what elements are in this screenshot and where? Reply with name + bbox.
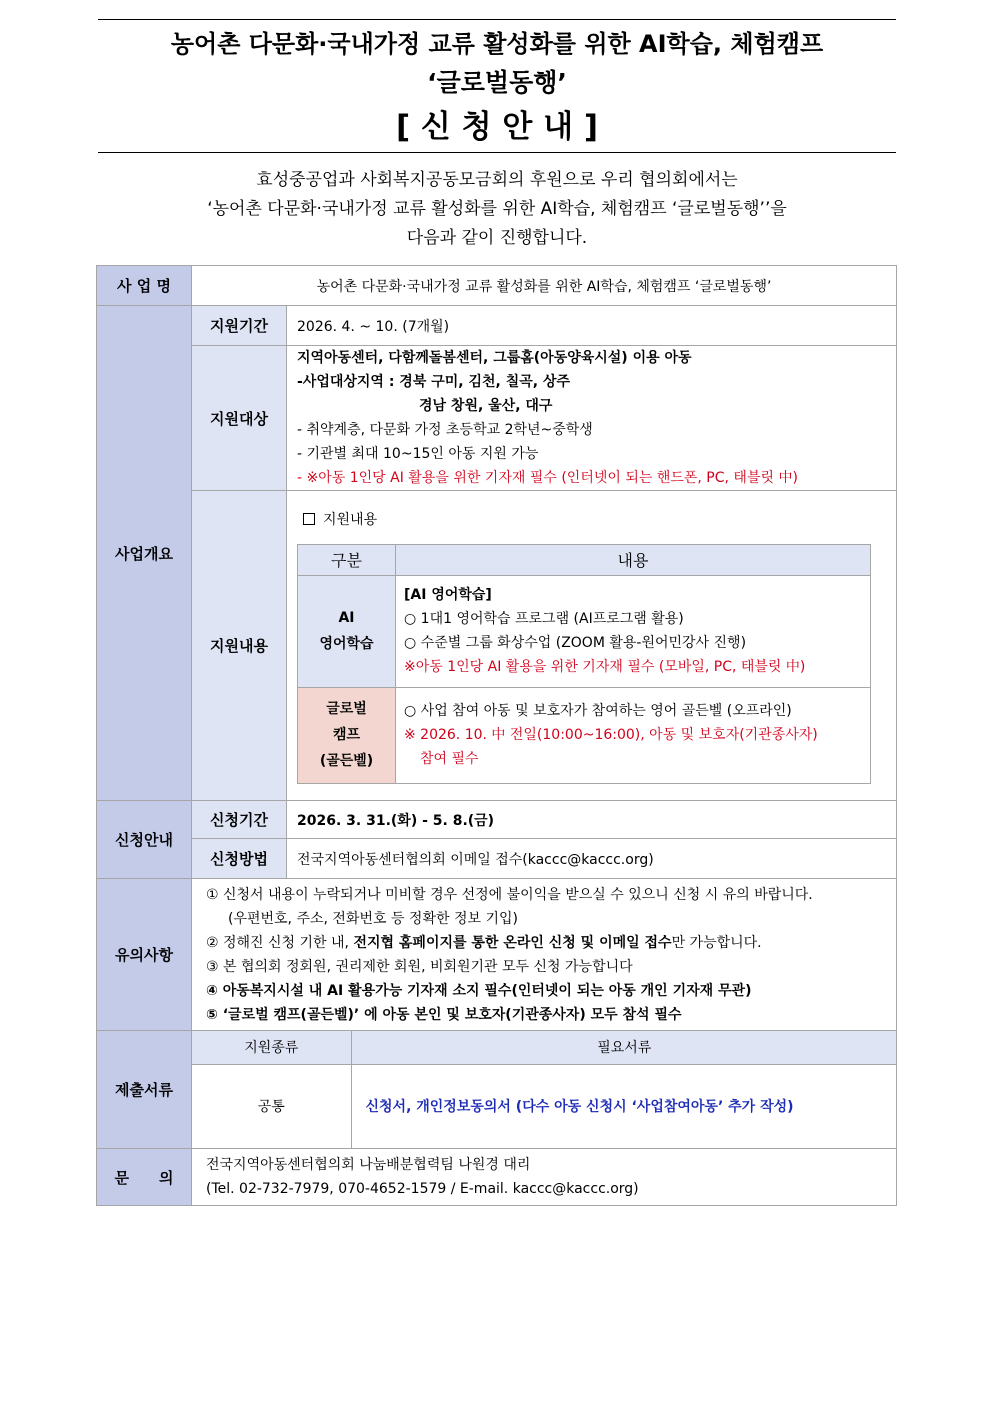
documents-row [97, 1031, 897, 1149]
target-region-line: 경남 창원, 울산, 대구 [419, 398, 553, 414]
target-region-line: -사업대상지역 : 경북 구미, 김천, 칠곡, 상주 [297, 374, 570, 390]
contact-row [97, 1149, 897, 1206]
note-text: 만 가능합니다. [671, 934, 762, 951]
note-item [206, 931, 886, 955]
contact-line: (Tel. 02-732-7979, 070-4652-1579 / E-mail. kaccc@kaccc.org) [206, 1181, 639, 1197]
application-period-label: 신청기간 [192, 801, 287, 839]
contact-value [192, 1149, 897, 1206]
content-table [297, 544, 871, 784]
page-subtitle: ‘글로벌동행’ [427, 68, 567, 97]
camp-name-line: 글로벌 [326, 701, 367, 717]
camp-detail-line: ○ 사업 참여 아동 및 보호자가 참여하는 영어 골든벨 (오프라인) [404, 703, 792, 719]
application-method-row [97, 839, 897, 879]
support-period-value: 2026. 4. ~ 10. (7개월) [287, 306, 897, 346]
notes-row [97, 879, 897, 1031]
ai-learning-category [298, 575, 396, 687]
global-camp-details [396, 687, 871, 783]
target-line: - 취약계층, 다문화 가정 초등학교 2학년~중학생 [297, 422, 593, 438]
note-emphasis: 전지협 홈페이지를 통한 온라인 신청 및 이메일 접수 [353, 934, 672, 951]
support-content-value [287, 491, 897, 801]
ai-learning-details [396, 575, 871, 687]
checkbox-square-icon [303, 513, 315, 525]
col-category-header: 구분 [298, 544, 396, 575]
ai-detail-line: [AI 영어학습] [404, 587, 492, 603]
top-rule [98, 19, 896, 20]
content-box-heading [287, 508, 896, 532]
global-camp-row [298, 687, 871, 783]
target-line: 지역아동센터, 다함께돌봄센터, 그룹홈(아동양육시설) 이용 아동 [297, 350, 692, 366]
documents-value [192, 1031, 897, 1149]
global-camp-category [298, 687, 396, 783]
support-period-label: 지원기간 [192, 306, 287, 346]
business-name-label: 사 업 명 [97, 266, 192, 306]
note-item: ① 신청서 내용이 누락되거나 미비할 경우 선정에 불이익을 받으실 수 있으니 신청 시 유의 바랍니다. [206, 886, 813, 903]
info-table [96, 265, 897, 1206]
target-line: - 기관별 최대 10~15인 아동 지원 가능 [297, 446, 539, 462]
ai-name-line: AI [338, 610, 355, 626]
ai-learning-row [298, 575, 871, 687]
notice-heading: [ 신 청 안 내 ] [395, 109, 599, 145]
header-bottom-rule [98, 152, 896, 153]
notes-list [192, 879, 897, 1031]
col-type-header: 지원종류 [192, 1031, 351, 1064]
ai-warning-line: ※아동 1인당 AI 활용을 위한 기자재 필수 (모바일, PC, 태블릿 中) [404, 659, 806, 675]
documents-common-row [192, 1064, 897, 1148]
support-period-row [97, 306, 897, 346]
overview-label: 사업개요 [97, 306, 192, 801]
camp-warning-line: ※ 2026. 10. 中 전일(10:00~16:00), 아동 및 보호자(기관종사자) [404, 727, 818, 743]
note-item: ③ 본 협의회 정회원, 권리제한 회원, 비회원기관 모두 신청 가능합니다 [206, 958, 633, 975]
contact-line: 전국지역아동센터협의회 나눔배분협력팀 나원경 대리 [206, 1157, 531, 1173]
content-box-title: 지원내용 [323, 511, 378, 528]
note-item: ⑤ ‘글로벌 캠프(골든벨)’ 에 아동 본인 및 보호자(기관종사자) 모두 참석 필수 [206, 1006, 682, 1023]
notes-label: 유의사항 [97, 879, 192, 1031]
note-text: ② 정해진 신청 기한 내, [206, 934, 354, 951]
business-name-row [97, 266, 897, 306]
documents-label: 제출서류 [97, 1031, 192, 1149]
ai-name-line: 영어학습 [319, 636, 374, 652]
support-content-label: 지원내용 [192, 491, 287, 801]
doc-type-common: 공통 [192, 1064, 351, 1148]
contact-label: 문 의 [97, 1149, 192, 1206]
ai-detail-line: ○ 1대1 영어학습 프로그램 (AI프로그램 활용) [404, 611, 684, 627]
application-period-row [97, 801, 897, 839]
support-content-row [97, 491, 897, 801]
application-method-label: 신청방법 [192, 839, 287, 879]
application-label: 신청안내 [97, 801, 192, 879]
application-method-value: 전국지역아동센터협의회 이메일 접수(kaccc@kaccc.org) [287, 839, 897, 879]
application-period-value: 2026. 3. 31.(화) - 5. 8.(금) [287, 801, 897, 839]
documents-table [192, 1031, 897, 1148]
support-target-value [287, 346, 897, 491]
support-target-label: 지원대상 [192, 346, 287, 491]
intro-line: 다음과 같이 진행합니다. [406, 228, 588, 248]
camp-name-line: 캠프 [332, 727, 361, 743]
documents-header [192, 1031, 897, 1064]
camp-warning-line: 참여 필수 [420, 751, 479, 767]
content-table-header [298, 544, 871, 575]
note-item: (우편번호, 주소, 전화번호 등 정확한 정보 기입) [228, 910, 518, 927]
target-warning-line: - ※아동 1인당 AI 활용을 위한 기자재 필수 (인터넷이 되는 핸드폰, PC, 태블릿 中) [297, 470, 798, 486]
col-docs-header: 필요서류 [351, 1031, 897, 1064]
support-target-row [97, 346, 897, 491]
required-docs: 신청서, 개인정보동의서 (다수 아동 신청시 ‘사업참여아동’ 추가 작성) [351, 1064, 897, 1148]
page-title: 농어촌 다문화·국내가정 교류 활성화를 위한 AI학습, 체험캠프 [170, 30, 824, 58]
camp-name-line: (골든벨) [319, 753, 374, 769]
col-content-header: 내용 [396, 544, 871, 575]
intro-line: 효성중공업과 사회복지공동모금회의 후원으로 우리 협의회에서는 [256, 170, 738, 190]
note-item: ④ 아동복지시설 내 AI 활용가능 기자재 소지 필수(인터넷이 되는 아동 개인 기자재 무관) [206, 982, 752, 999]
business-name-value: 농어촌 다문화·국내가정 교류 활성화를 위한 AI학습, 체험캠프 ‘글로벌동행’ [192, 266, 897, 306]
intro-line: ‘농어촌 다문화·국내가정 교류 활성화를 위한 AI학습, 체험캠프 ‘글로벌동행’’을 [207, 199, 787, 219]
ai-detail-line: ○ 수준별 그룹 화상수업 (ZOOM 활용-원어민강사 진행) [404, 635, 747, 651]
